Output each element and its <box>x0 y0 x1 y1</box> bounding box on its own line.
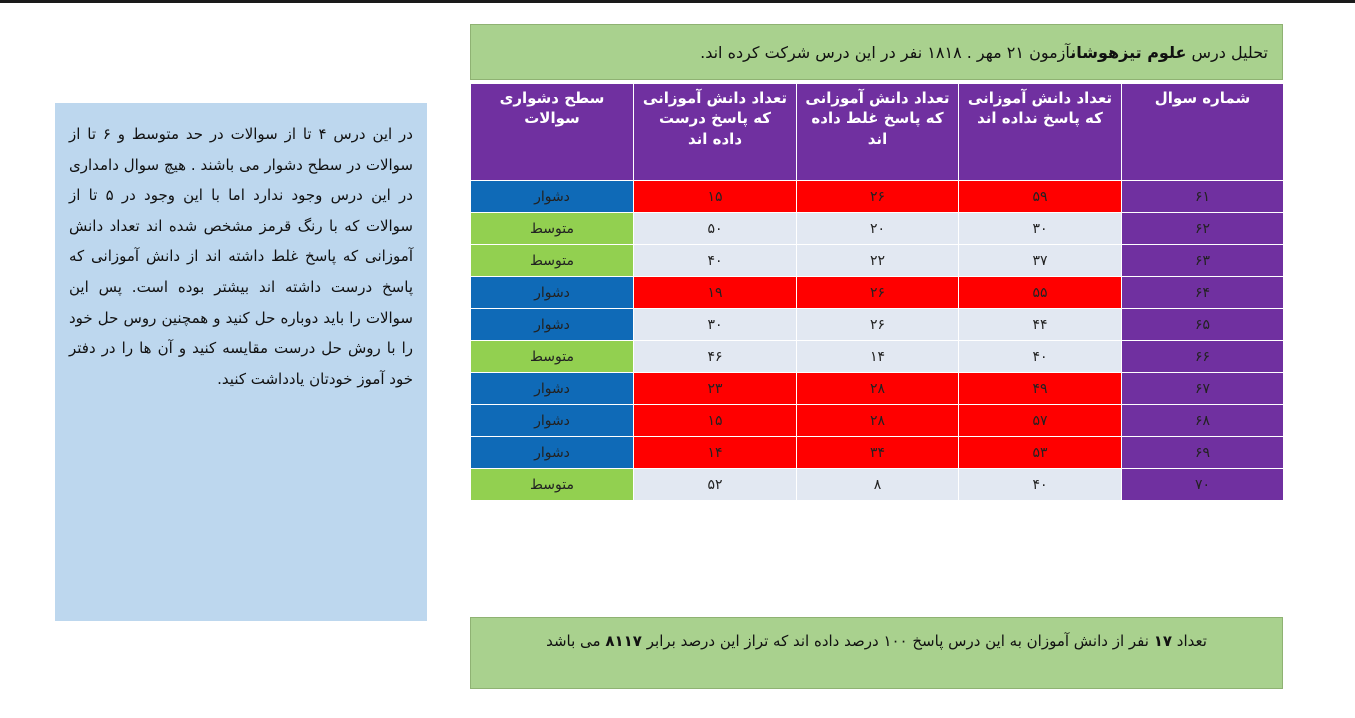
cell-difficulty: دشوار <box>471 373 634 405</box>
cell-wrong: ۲۰ <box>797 213 959 245</box>
footer-prefix: تعداد <box>1172 632 1207 650</box>
cell-not-answered: ۴۴ <box>959 309 1122 341</box>
cell-question-number: ۶۶ <box>1122 341 1284 373</box>
table-row <box>471 405 1284 437</box>
cell-correct: ۴۶ <box>634 341 797 373</box>
cell-correct: ۵۲ <box>634 469 797 501</box>
table-row <box>471 437 1284 469</box>
footer-middle: نفر از دانش آموزان به این درس پاسخ ۱۰۰ درصد داده اند که تراز این درصد برابر <box>641 632 1154 650</box>
results-table <box>470 83 1284 501</box>
footer-score: ۸۱۱۷ <box>605 632 642 650</box>
footer-suffix: می باشد <box>546 632 606 650</box>
col-question-number: شماره سوال <box>1122 84 1284 181</box>
cell-not-answered: ۳۰ <box>959 213 1122 245</box>
cell-wrong: ۲۸ <box>797 405 959 437</box>
cell-difficulty: متوسط <box>471 213 634 245</box>
cell-correct: ۴۰ <box>634 245 797 277</box>
cell-difficulty: دشوار <box>471 437 634 469</box>
col-difficulty: سطح دشواری سوالات <box>471 84 634 181</box>
cell-not-answered: ۴۹ <box>959 373 1122 405</box>
cell-wrong: ۸ <box>797 469 959 501</box>
cell-difficulty: متوسط <box>471 341 634 373</box>
table-row <box>471 469 1284 501</box>
col-wrong: تعداد دانش آموزانی که پاسخ غلط داده اند <box>797 84 959 181</box>
cell-difficulty: دشوار <box>471 181 634 213</box>
cell-question-number: ۶۴ <box>1122 277 1284 309</box>
table-row <box>471 277 1284 309</box>
cell-wrong: ۳۴ <box>797 437 959 469</box>
table-row <box>471 309 1284 341</box>
cell-difficulty: دشوار <box>471 277 634 309</box>
footer-summary <box>470 617 1283 689</box>
table-row <box>471 213 1284 245</box>
table-row <box>471 245 1284 277</box>
cell-correct: ۱۵ <box>634 405 797 437</box>
cell-correct: ۱۵ <box>634 181 797 213</box>
header-subject: علوم تیزهوشان <box>1070 42 1187 62</box>
cell-question-number: ۷۰ <box>1122 469 1284 501</box>
cell-question-number: ۶۸ <box>1122 405 1284 437</box>
cell-correct: ۳۰ <box>634 309 797 341</box>
header-prefix: تحلیل درس <box>1186 42 1268 62</box>
cell-not-answered: ۵۹ <box>959 181 1122 213</box>
cell-correct: ۲۳ <box>634 373 797 405</box>
cell-question-number: ۶۹ <box>1122 437 1284 469</box>
cell-question-number: ۶۷ <box>1122 373 1284 405</box>
cell-not-answered: ۴۰ <box>959 341 1122 373</box>
cell-not-answered: ۴۰ <box>959 469 1122 501</box>
cell-difficulty: دشوار <box>471 309 634 341</box>
top-rule <box>0 0 1355 3</box>
header-suffix: آزمون ۲۱ مهر . ۱۸۱۸ نفر در این درس شرکت کرده اند. <box>700 42 1071 62</box>
cell-question-number: ۶۲ <box>1122 213 1284 245</box>
cell-question-number: ۶۱ <box>1122 181 1284 213</box>
cell-not-answered: ۵۳ <box>959 437 1122 469</box>
cell-correct: ۵۰ <box>634 213 797 245</box>
cell-difficulty: متوسط <box>471 245 634 277</box>
cell-not-answered: ۵۷ <box>959 405 1122 437</box>
footer-count: ۱۷ <box>1153 632 1173 650</box>
cell-difficulty: دشوار <box>471 405 634 437</box>
side-note: در این درس ۴ تا از سوالات در حد متوسط و ۶ تا از سوالات در سطح دشوار می باشند . هیچ سوال دامداری در این درس وجود ندارد اما با این وجود در ۵ تا از سوالات که با رنگ قرمز مشخص شده اند تعداد دانش آموزانی که پاسخ غلط داشته اند از دانش آموزانی که پاسخ درست داشته اند بیشتر بوده است. پس این سوالات را باید دوباره حل کنید و همچنین روس حل خود را با روش حل درست مقایسه کنید و آن ها را در دفتر خود آموز خودتان یادداشت کنید. <box>55 103 427 621</box>
cell-wrong: ۲۶ <box>797 181 959 213</box>
table-body <box>471 181 1284 501</box>
cell-correct: ۱۹ <box>634 277 797 309</box>
table-row <box>471 341 1284 373</box>
cell-wrong: ۲۲ <box>797 245 959 277</box>
table-header-row <box>471 84 1284 181</box>
cell-correct: ۱۴ <box>634 437 797 469</box>
cell-not-answered: ۳۷ <box>959 245 1122 277</box>
col-correct: تعداد دانش آموزانی که پاسخ درست داده اند <box>634 84 797 181</box>
cell-wrong: ۲۶ <box>797 277 959 309</box>
cell-difficulty: متوسط <box>471 469 634 501</box>
analysis-header <box>470 24 1283 80</box>
cell-not-answered: ۵۵ <box>959 277 1122 309</box>
cell-question-number: ۶۵ <box>1122 309 1284 341</box>
cell-wrong: ۲۸ <box>797 373 959 405</box>
table-row <box>471 181 1284 213</box>
col-not-answered: تعداد دانش آموزانی که پاسخ نداده اند <box>959 84 1122 181</box>
table-row <box>471 373 1284 405</box>
cell-wrong: ۲۶ <box>797 309 959 341</box>
cell-wrong: ۱۴ <box>797 341 959 373</box>
cell-question-number: ۶۳ <box>1122 245 1284 277</box>
